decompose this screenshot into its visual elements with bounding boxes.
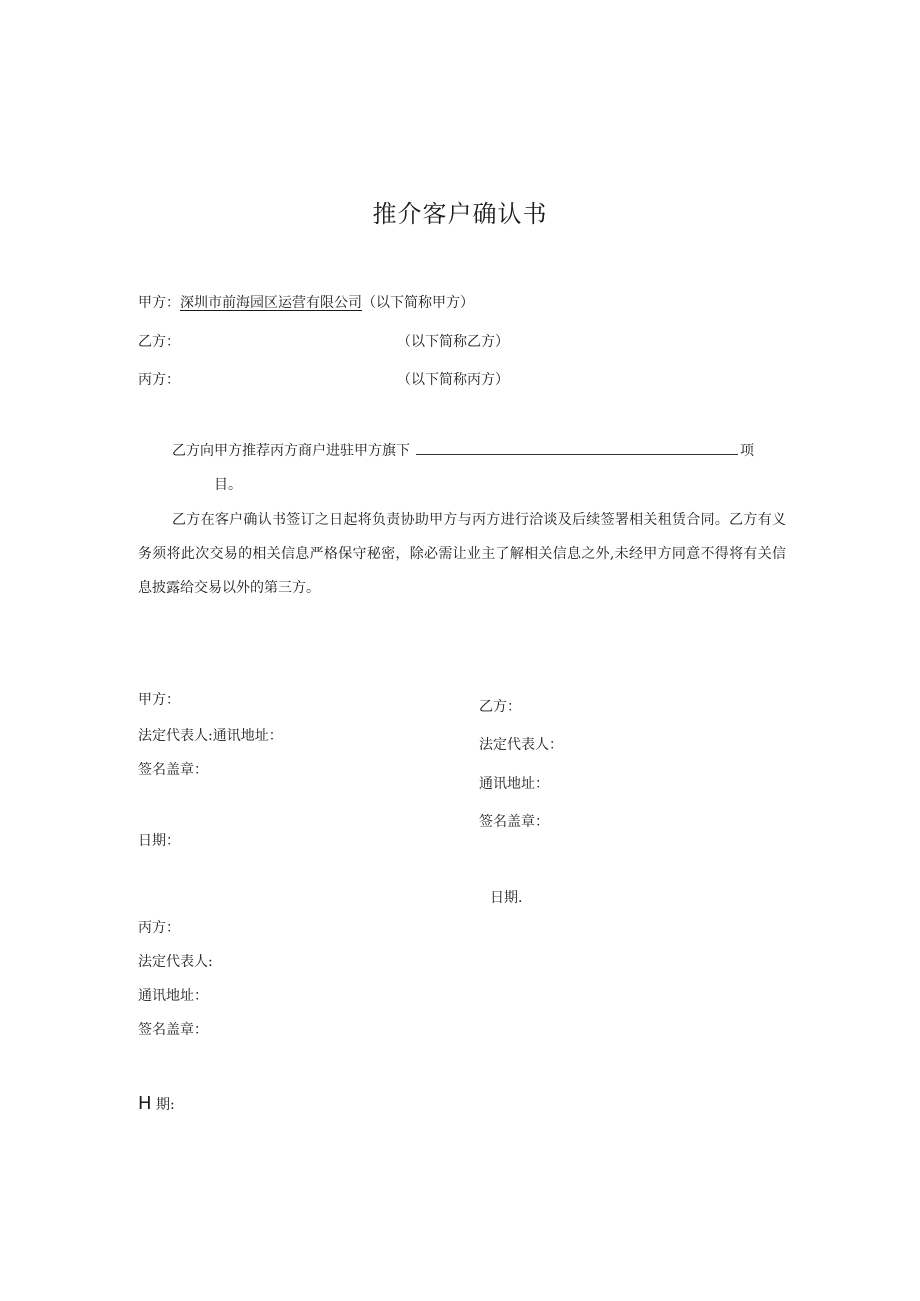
- body-line-1-end: 项: [740, 443, 754, 459]
- body-paragraph: 乙方在客户确认书签订之日起将负责协助甲方与丙方进行洽谈及后续签署相关租赁合同。乙方有义务须将此次交易的相关信息严格保守秘密，除必需让业主了解相关信息之外,未经甲方同意不得将有关信息披露给交易以外的第三方。: [138, 512, 786, 596]
- party-b-note: （以下简称乙方）: [397, 334, 509, 350]
- sig-c-seal: 签名盖章：: [138, 1022, 208, 1038]
- body-line-1: [172, 441, 754, 461]
- sig-c-date-h: H: [138, 1093, 152, 1114]
- sig-b-date: 日期.: [490, 890, 523, 906]
- sig-c-rep: 法定代表人:: [138, 954, 213, 970]
- sig-b-label: 乙方：: [479, 699, 521, 715]
- party-a-row: [138, 293, 474, 313]
- party-a-name: 深圳市前海园区运营有限公司: [180, 295, 362, 311]
- sig-a-label: 甲方：: [138, 692, 180, 708]
- sig-a-rep-address: 法定代表人:通讯地址：: [138, 728, 283, 744]
- page-title: 推介客户确认书: [372, 200, 548, 228]
- project-name-blank: [416, 442, 738, 455]
- sig-a-date: 日期：: [138, 833, 180, 849]
- body-line-2: 目。: [214, 477, 242, 493]
- party-a-label: 甲方：: [138, 295, 180, 311]
- sig-a-seal: 签名盖章：: [138, 762, 208, 778]
- party-a-note: （以下简称甲方）: [362, 295, 474, 311]
- sig-c-date-rest: 期:: [156, 1097, 175, 1113]
- body-line-1-text: 乙方向甲方推荐丙方商户进驻甲方旗下: [172, 443, 410, 459]
- sig-c-label: 丙方：: [138, 920, 180, 936]
- party-c-label: 丙方：: [138, 372, 180, 388]
- sig-b-address: 通讯地址：: [479, 776, 549, 792]
- party-c-note: （以下简称丙方）: [397, 372, 509, 388]
- sig-b-seal: 签名盖章：: [479, 814, 549, 830]
- party-b-label: 乙方：: [138, 334, 180, 350]
- sig-b-rep: 法定代表人：: [479, 737, 563, 753]
- sig-c-address: 通讯地址：: [138, 988, 208, 1004]
- sig-c-date: [138, 1094, 175, 1115]
